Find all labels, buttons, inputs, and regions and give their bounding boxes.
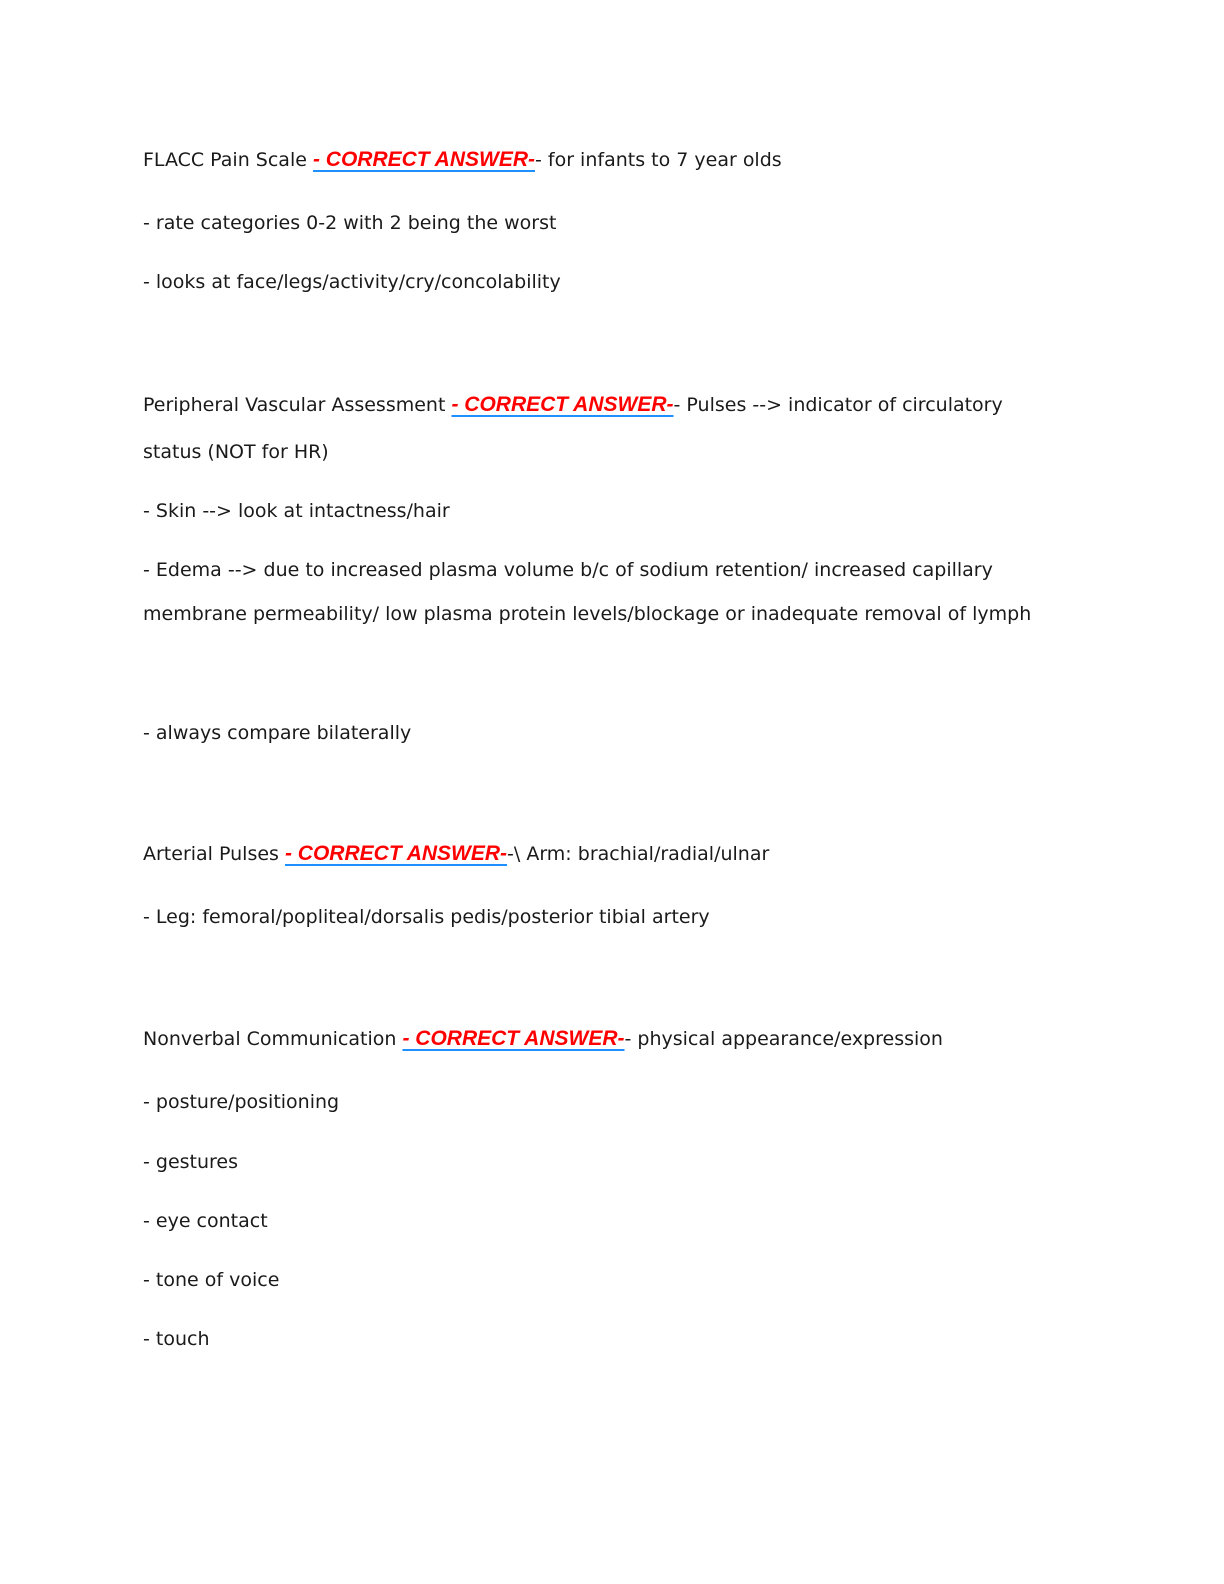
- entry-flacc-heading: [143, 148, 782, 172]
- entry-line: - Skin --> look at intactness/hair: [143, 500, 450, 522]
- entry-term: FLACC Pain Scale: [143, 149, 313, 171]
- entry-line: - always compare bilaterally: [143, 722, 412, 744]
- correct-answer-tag: - CORRECT ANSWER-: [284, 842, 508, 865]
- entry-line: - touch: [143, 1328, 210, 1350]
- entry-arterial-heading: [143, 842, 769, 866]
- entry-answer-text: - for infants to 7 year olds: [535, 149, 782, 171]
- entry-line: - tone of voice: [143, 1269, 280, 1291]
- entry-line: - posture/positioning: [143, 1091, 340, 1113]
- entry-term: Nonverbal Communication: [143, 1028, 403, 1050]
- correct-answer-tag: - CORRECT ANSWER-: [402, 1027, 625, 1050]
- entry-line: - rate categories 0-2 with 2 being the worst: [143, 212, 557, 234]
- entry-line: status (NOT for HR): [143, 441, 329, 463]
- entry-line: - Edema --> due to increased plasma volume b/c of sodium retention/ increased capillary: [143, 559, 993, 581]
- entry-peripheral-heading: [143, 393, 1003, 417]
- correct-answer-tag: - CORRECT ANSWER-: [312, 148, 535, 171]
- entry-line: - Leg: femoral/popliteal/dorsalis pedis/posterior tibial artery: [143, 906, 710, 928]
- entry-term: Peripheral Vascular Assessment: [143, 394, 452, 416]
- entry-answer-text: - Pulses --> indicator of circulatory: [673, 394, 1003, 416]
- entry-line: membrane permeability/ low plasma protein levels/blockage or inadequate removal of lymph: [143, 603, 1032, 625]
- entry-line: - eye contact: [143, 1210, 268, 1232]
- entry-line: - looks at face/legs/activity/cry/concolability: [143, 271, 561, 293]
- entry-nonverbal-heading: [143, 1027, 943, 1051]
- correct-answer-tag: - CORRECT ANSWER-: [451, 393, 674, 416]
- entry-answer-text: - physical appearance/expression: [624, 1028, 943, 1050]
- entry-term: Arterial Pulses: [143, 843, 285, 865]
- entry-line: - gestures: [143, 1151, 239, 1173]
- entry-answer-text: -\ Arm: brachial/radial/ulnar: [507, 843, 770, 865]
